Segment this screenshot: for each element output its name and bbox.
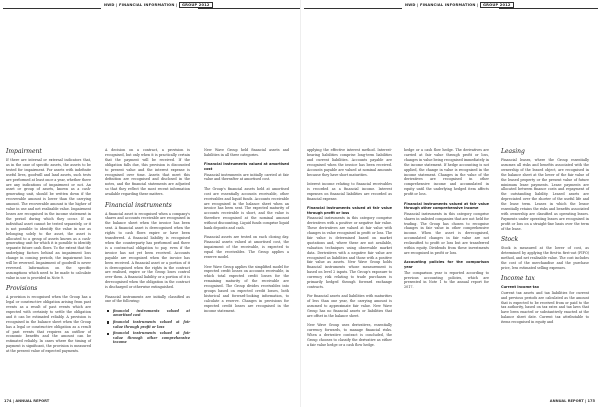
paragraph: Financial assets are tested on each closing day. Financial assets valued at amortised cost, the impairment of the receivable, is expected to equal the receivables. The Group applies a reserve model. <box>204 235 289 260</box>
paragraph: hedge or a cash flow hedge. The derivatives are carried at fair value through profit or loss, changes in value being recognised immediately in the income statement. If hedge accounting is not applied, the change in value is recognised in the income statement. Changes in the value of the derivatives are recognised in other comprehensive income and accumulated in equity until the underlying hedged item affects profit or loss. <box>404 148 489 197</box>
paragraph: A provision is recognised when the Group has a legal or constructive obligation arising from past events as a result of past events which are expected with certainty to settle the obligation and it can be estimated reliably. A provision is recognised in the balance sheet when the Group has a legal or constructive obligation as a result of past events that requires an outflow of economic benefits and the amount can be estimated reliably. In cases where the timing of payment is significant, the provision is measured at the present value of expected payments. <box>6 295 91 354</box>
sub-heading: Financial instruments valued at amortised cost <box>204 162 289 171</box>
paragraph: Financial instruments in this category comprise derivatives with a positive or negative fair value. These derivatives are valued at fair value with changes in value recognised in profit or loss. The fair value is determined based on market quotations and, where these are not available, valuation techniques using observable market data. Derivatives with a negative fair value are recognised as liabilities and those with a positive fair value as assets. New Wave Group holds financial instruments whose measurement is based on level 2 inputs. The Group's exposure to currency risk relating to trade purchases is primarily hedged through forward exchange contracts. <box>307 216 392 289</box>
left-column-2 <box>105 148 190 350</box>
paragraph: applying the effective interest method. Interest-bearing liabilities comprise long-term liabilities and current liabilities. Accounts payable are recognised when the invoice has been received. Accounts payable are valued at nominal amounts because they have short maturities. <box>307 148 392 177</box>
paragraph: Stock is measured at the lower of cost, as determined by applying the first-in first-out (FIFO) method, and net realisable value. The cost includes the cost of the merchandise and the purchase price, less estimated selling expenses. <box>501 246 589 270</box>
left-column-3 <box>204 148 289 318</box>
paragraph: If there are internal or external indicators that, as in the case of specific assets, the assets to be tested for impairment. For assets with indefinite useful lives, goodwill and land assets, such tests are performed at least once a year, whether there are any indications of impairment or not. An asset or group of assets, known as a cash-generating unit, should be written down if the recoverable amount is lower than the carrying amount. The recoverable amount is the higher of value in use and net realisable value. Impairment losses are recognised in the income statement in the period during which they occur. If an individual asset cannot be tested separately, or it is not possible to identify the value in use as belonging solely to the asset, the asset is allocated to a group of assets known as a cash-generating unit for which it is possible to identify separate future cash flows. To the extent that the underlying factors behind an impairment loss change in coming periods, the impairment loss will be reversed. Impairment of goodwill is never reversed. Information on the specific assumptions which need to be made to calculate value in use is provided in Note 9. <box>6 158 91 280</box>
section-heading: Financial instruments <box>105 201 172 209</box>
paragraph: New Wave Group uses derivatives, essentially currency forwards, to manage financial risks. When a derivative contract is concluded, the Group chooses to classify the derivative as either a fair value hedge or a cash flow hedge. <box>307 323 392 347</box>
header-rule-left <box>304 8 402 9</box>
header-rule-right <box>198 8 300 9</box>
sub-heading: Financial instruments valued at fair value through other comprehensive income <box>404 201 489 211</box>
paragraph: New Wave Group applies the simplified model for expected credit losses on accounts receivable, in which total expected credit losses for the remaining maturity of the receivable are recognised. The Group divides receivables into groups based on expected credit losses, both historical and forward-looking information, to calculate a reserve. Changes in provisions for expected credit losses are recognised in the income statement. <box>204 264 289 313</box>
sub-heading: Current income tax <box>501 285 539 290</box>
paragraph: The comparison year is reported according to previous accounting policies, which are presented in Note 1 to the annual report for 2017. <box>404 270 489 290</box>
section-heading: Provisions <box>6 285 38 293</box>
paragraph: New Wave Group held financial assets and liabilities in all three categories. <box>204 148 289 157</box>
paragraph: Current tax assets and tax liabilities for current and previous periods are calculated as the amount that is expected to be received from or paid to the tax authority, based on tax rates and tax laws that have been enacted or substantively enacted at the balance sheet date. Current tax attributable to items recognised in equity and <box>501 290 589 325</box>
header-rule-right <box>499 8 598 9</box>
paragraph: Financial leases, where the Group essentially assumes all risks and benefits associated with the ownership of the leased object, are recognised in the balance sheet at the lower of the fair value of the leased property or the present value of future minimum lease payments. Lease payments are allocated between finance costs and repayment of the outstanding liability. Leased assets are depreciated over the shorter of the useful life and the lease term. Leases in which the lessor essentially retains the risks and benefits associated with ownership are classified as operating leases. Payments under operating leases are recognised in profit or loss on a straight-line basis over the term of the lease. <box>501 158 589 231</box>
page-number-footer: ANNUAL REPORT | 175 <box>549 399 595 403</box>
section-heading: Impairment <box>6 148 42 155</box>
running-header-text: NWD | FINANCIAL INFORMATION | <box>405 3 479 7</box>
running-header-text: NWD | FINANCIAL INFORMATION | <box>104 3 178 7</box>
header-rule-left <box>3 8 101 9</box>
list-item: financial instruments valued at amortised cost <box>105 309 190 318</box>
right-page <box>300 0 600 407</box>
sub-heading: Financial instruments valued at fair value through profit or loss <box>307 206 392 215</box>
right-column-1 <box>307 148 392 352</box>
right-column-2 <box>404 148 489 295</box>
section-heading: Stock <box>501 236 519 244</box>
running-header-badge: GROUP 2012 <box>179 2 213 8</box>
left-column-1 <box>6 148 91 359</box>
paragraph: A financial asset is recognised when a company's shares and accounts receivable are recognised in the balance sheet when the invoice has been sent. A financial asset is derecognised when the rights to cash flows expire or have been transferred. A financial liability is recognised when the counterparty has performed and there is a contractual obligation to pay, even if the invoice has not yet been received. Accounts payable are recognised when the invoice has been received. A financial asset or a portion of it is derecognised when the rights in the contract are realised, expire or the Group loses control over them. A financial liability or a portion of it is derecognised when the obligation in the contract is discharged or otherwise extinguished. <box>105 211 190 290</box>
section-heading: Income tax <box>501 275 535 283</box>
list-item: financial instruments valued at fair value through other comprehensive income <box>105 331 190 345</box>
section-heading: Leasing <box>501 148 525 155</box>
running-header-badge: GROUP 2012 <box>480 2 514 8</box>
list-item: financial instruments valued at fair value through profit or loss <box>105 320 190 329</box>
paragraph: Financial instruments in this category comprise shares in unlisted companies that are not held for trading. The Group has chosen to recognise changes in fair value in other comprehensive income. When the asset is derecognised, accumulated changes in fair value are not reclassified to profit or loss but are transferred within equity. Dividends from these investments are recognised in profit or loss. <box>404 211 489 255</box>
page-number-footer: 174 | ANNUAL REPORT <box>4 399 50 403</box>
paragraph: For financial assets and liabilities with maturities of less than one year, the carrying amount is assumed to approximate fair value. New Wave Group has no financial assets or liabilities that are offset in the balance sheet. <box>307 294 392 318</box>
paragraph: Financial instruments are initially carried at fair value and thereafter at amortised cost. <box>204 172 289 182</box>
running-header <box>104 3 213 7</box>
paragraph: A decision on a contract, a provision is recognised, but only when it is practically certain that the payment will be received. If the obligation falls due, this provision is discounted to present value and the interest expense is recognised over time. Assets that meet this definition are recognised and disclosed in the notes, and the financial statements are adjusted so that they reflect the most recent information available regarding these matters. <box>105 148 190 197</box>
paragraph: Interest income relating to financial receivables is recorded as a financial income. Interest expenses on financial liabilities are recorded as financial expense. <box>307 181 392 201</box>
running-header <box>405 3 514 7</box>
right-column-3 <box>501 148 589 330</box>
sub-heading: Accounting policies for the comparison year <box>404 260 489 269</box>
paragraph: The Group's financial assets held at amortised cost are essentially accounts receivable, other receivables and liquid funds. Accounts receivable are recognised in the balance sheet when an invoice has been sent. The expected maturity of accounts receivable is short, and the value is therefore recognised at the nominal amount without discounting. Liquid funds comprise liquid bank deposits and cash. <box>204 186 289 231</box>
paragraph: Financial instruments are initially classified as one of the following: <box>105 294 190 304</box>
bullet-list <box>105 309 190 345</box>
